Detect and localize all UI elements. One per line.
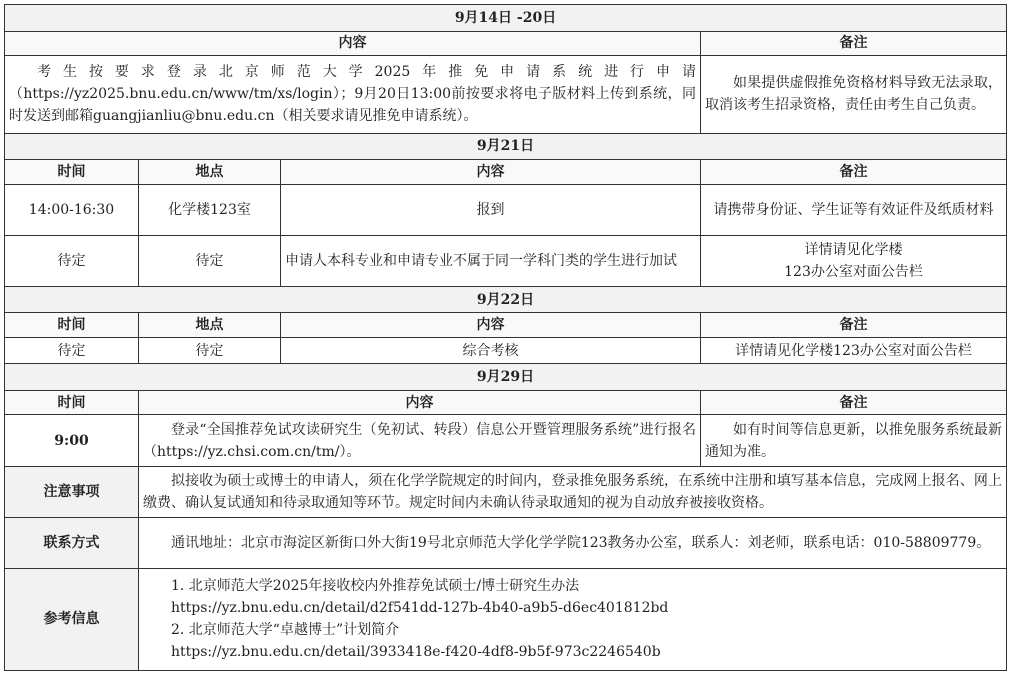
table-row [5, 184, 1007, 235]
notice-text: 拟接收为硕士或博士的申请人，须在化学学院规定的时间内，登录推免服务系统，在系统中注册和填写基本信息，完成网上报名、网上缴费、确认复试通知和待录取通知等环节。规定时间内未确认待录取通知的视为自动放弃被接收资格。 [139, 466, 1007, 517]
header-content: 内容 [5, 31, 701, 56]
references-row [5, 568, 1007, 670]
section-title: 9月29日 [5, 364, 1007, 391]
section-title: 9月14日 -20日 [5, 5, 1007, 32]
column-header-row [5, 313, 1007, 338]
content-cell: 申请人本科专业和申请专业不属于同一学科门类的学生进行加试 [281, 235, 701, 286]
header-place: 地点 [139, 313, 281, 338]
note-cell: 如有时间等信息更新，以推免服务系统最新通知为准。 [701, 415, 1007, 466]
note-cell [701, 235, 1007, 286]
section-header-row [5, 364, 1007, 391]
section-header-row [5, 5, 1007, 32]
table-row [5, 56, 1007, 134]
header-note: 备注 [701, 160, 1007, 185]
time-cell: 9:00 [5, 415, 139, 466]
contact-row [5, 517, 1007, 568]
schedule-table [4, 4, 1007, 671]
note-cell: 如果提供虚假推免资格材料导致无法录取，取消该考生招录资格，责任由考生自己负责。 [701, 56, 1007, 134]
column-header-row [5, 31, 1007, 56]
content-cell: 考生按要求登录北京师范大学2025年推免申请系统进行申请（https://yz2025.bnu.edu.cn/www/tm/xs/login）；9月20日13:00前按要求将电子版材料上传到系统，同时发送到邮箱guangjianliu@bnu.edu.cn（相关要求请见推免申请系统）。 [5, 56, 701, 134]
reference-link[interactable]: https://yz.bnu.edu.cn/detail/d2f541dd-127b-4b40-a9b5-d6ec401812bd [171, 600, 669, 617]
header-time: 时间 [5, 160, 139, 185]
section-header-row [5, 286, 1007, 313]
place-cell: 化学楼123室 [139, 184, 281, 235]
table-row [5, 235, 1007, 286]
notice-row [5, 466, 1007, 517]
content-cell: 综合考核 [281, 337, 701, 364]
contact-label: 联系方式 [5, 517, 139, 568]
header-content: 内容 [281, 160, 701, 185]
place-cell: 待定 [139, 337, 281, 364]
section-title: 9月21日 [5, 133, 1007, 160]
table-row [5, 415, 1007, 466]
header-content: 内容 [281, 313, 701, 338]
time-cell: 14:00-16:30 [5, 184, 139, 235]
header-time: 时间 [5, 313, 139, 338]
reference-link[interactable]: https://yz.bnu.edu.cn/detail/3933418e-f420-4df8-9b5f-973c2246540b [171, 644, 661, 661]
place-cell: 待定 [139, 235, 281, 286]
table-row [5, 337, 1007, 364]
content-cell: 报到 [281, 184, 701, 235]
header-time: 时间 [5, 390, 139, 415]
references-label: 参考信息 [5, 568, 139, 670]
content-cell: 登录“全国推荐免试攻读研究生（免初试、转段）信息公开暨管理服务系统”进行报名（https://yz.chsi.com.cn/tm/）。 [139, 415, 701, 466]
column-header-row [5, 390, 1007, 415]
reference-title: 1. 北京师范大学2025年接收校内外推荐免试硕士/博士研究生办法 [171, 578, 580, 595]
time-cell: 待定 [5, 337, 139, 364]
notice-label: 注意事项 [5, 466, 139, 517]
time-cell: 待定 [5, 235, 139, 286]
note-line: 123办公室对面公告栏 [784, 263, 923, 280]
note-line: 详情请见化学楼 [804, 241, 903, 258]
reference-title: 2. 北京师范大学“卓越博士”计划简介 [171, 622, 400, 639]
note-cell: 请携带身份证、学生证等有效证件及纸质材料 [701, 184, 1007, 235]
header-content: 内容 [139, 390, 701, 415]
references-cell [139, 568, 1007, 670]
contact-text: 通讯地址：北京市海淀区新街口外大街19号北京师范大学化学学院123教务办公室，联系人：刘老师，联系电话：010-58809779。 [139, 517, 1007, 568]
header-note: 备注 [701, 31, 1007, 56]
header-note: 备注 [701, 390, 1007, 415]
column-header-row [5, 160, 1007, 185]
section-header-row [5, 133, 1007, 160]
header-note: 备注 [701, 313, 1007, 338]
header-place: 地点 [139, 160, 281, 185]
note-cell: 详情请见化学楼123办公室对面公告栏 [701, 337, 1007, 364]
section-title: 9月22日 [5, 286, 1007, 313]
